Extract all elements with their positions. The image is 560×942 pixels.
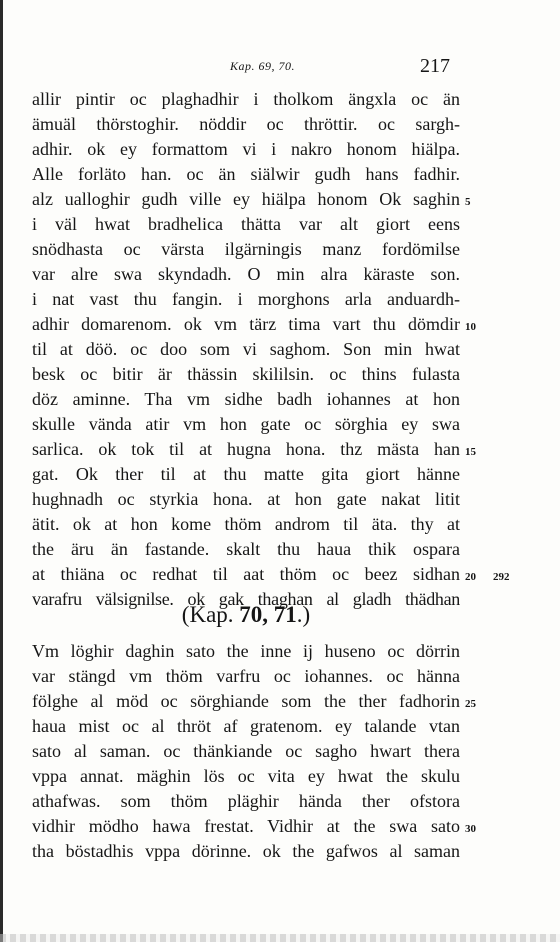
text-line: Vm löghir daghin sato the inne ij huseno oc dörrin	[32, 641, 460, 661]
text-line: alz ualloghir gudh ville ey hiälpa honom Ok saghin	[32, 189, 460, 209]
margin-page-reference: 292	[493, 571, 510, 583]
heading-open: (Kap.	[181, 602, 240, 627]
heading-chapter-numbers: 70, 71	[239, 602, 297, 627]
text-line: vppa annat. mäghin lös oc vita ey hwat the skulu	[32, 766, 460, 786]
running-head	[0, 57, 560, 83]
heading-close: .)	[296, 602, 311, 627]
text-line: döz aminne. Tha vm sidhe badh iohannes at hon	[32, 389, 460, 409]
text-line: gat. Ok ther til at thu matte gita giort hänne	[32, 464, 460, 484]
text-line: ätit. ok at hon kome thöm androm til äta. thy at	[32, 514, 460, 534]
page-number: 217	[420, 55, 450, 77]
text-line: vidhir mödho hawa frestat. Vidhir at the swa sato	[32, 816, 460, 836]
running-head-title: Kap. 69, 70.	[230, 59, 296, 73]
text-line: sato al saman. oc thänkiande oc sagho hwart thera	[32, 741, 460, 761]
text-line: haua mist oc al thröt af gratenom. ey talande vtan	[32, 716, 460, 736]
line-number: 25	[465, 698, 476, 710]
text-line: tha böstadhis vppa dörinne. ok the gafwos al saman	[32, 841, 460, 861]
text-line: skulle vända atir vm hon gate oc sörghia ey swa	[32, 414, 460, 434]
text-line: adhir domarenom. ok vm tärz tima vart thu dömdir	[32, 314, 460, 334]
text-line: Alle forläto han. oc än siälwir gudh hans fadhir.	[32, 164, 460, 184]
section-heading	[32, 600, 460, 630]
text-line: sarlica. ok tok til at hugna hona. thz mästa han	[32, 439, 460, 459]
text-line: the äru än fastande. skalt thu haua thik ospara	[32, 539, 460, 559]
line-number: 5	[465, 196, 471, 208]
text-line: snödhasta oc värsta ilgärningis manz fordömilse	[32, 239, 460, 259]
text-line: at thiäna oc redhat til aat thöm oc beez sidhan	[32, 564, 460, 584]
text-line: ämuäl thörstoghir. nöddir oc thröttir. oc sargh-	[32, 114, 460, 134]
text-line: i väl hwat bradhelica thätta var alt giort eens	[32, 214, 460, 234]
text-line: fölghe al möd oc sörghiande som the ther fadhorin	[32, 691, 460, 711]
text-line: i nat vast thu fangin. i morghons arla anduardh-	[32, 289, 460, 309]
line-number: 20	[465, 571, 476, 583]
text-line: besk oc bitir är thässin skililsin. oc thins fulasta	[32, 364, 460, 384]
page-edge-bottom	[0, 934, 560, 942]
text-line: var stängd vm thöm varfru oc iohannes. oc hänna	[32, 666, 460, 686]
text-line: til at döö. oc doo som vi saghom. Son min hwat	[32, 339, 460, 359]
text-line: athafwas. som thöm pläghir hända ther ofstora	[32, 791, 460, 811]
text-line: allir pintir oc plaghadhir i tholkom ängxla oc än	[32, 89, 460, 109]
line-number: 10	[465, 321, 476, 333]
page-edge-left	[0, 0, 3, 942]
line-number: 30	[465, 823, 476, 835]
line-number: 15	[465, 446, 476, 458]
text-line: adhir. ok ey formattom vi i nakro honom hiälpa.	[32, 139, 460, 159]
text-line: var alre swa skyndadh. O min alra käraste son.	[32, 264, 460, 284]
text-line: hughnadh oc styrkia hona. at hon gate nakat litit	[32, 489, 460, 509]
text-line: varafru välsignilse. ok gak thaghan al gladh thädhan	[32, 589, 460, 609]
